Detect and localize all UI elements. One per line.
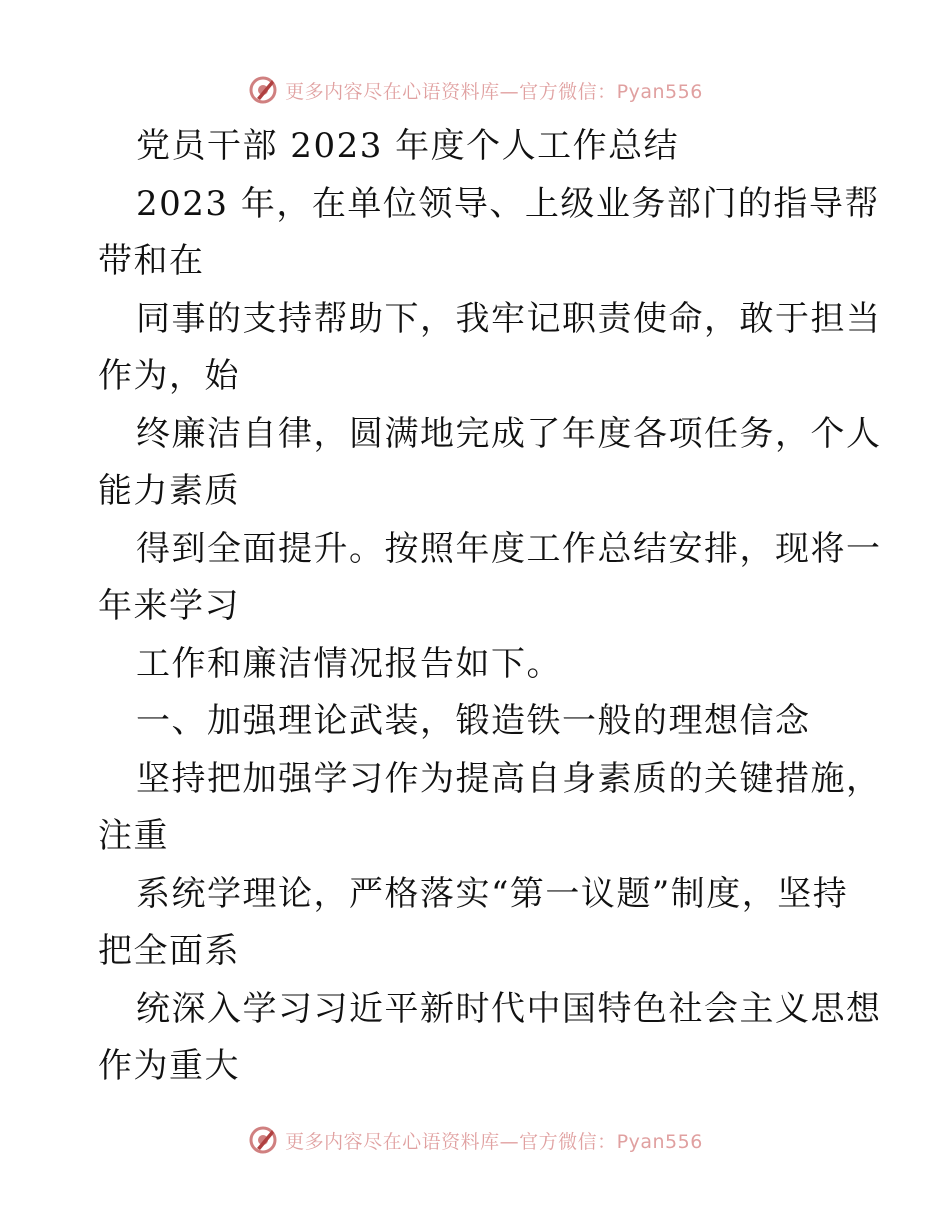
watermark-text: 更多内容尽在心语资料库—官方微信：Pyan556 xyxy=(285,1130,703,1153)
text-line: 把全面系 xyxy=(98,931,240,971)
text-line: 2023 年，在单位领导、上级业务部门的指导帮 xyxy=(136,183,880,224)
header-watermark-content xyxy=(247,74,703,106)
text-line: 作为，始 xyxy=(98,356,240,396)
text-line: 能力素质 xyxy=(98,471,240,511)
text-line: 系统学理论，严格落实“第一议题”制度，坚持 xyxy=(136,873,849,914)
header-watermark xyxy=(0,70,950,110)
text-line: 同事的支持帮助下，我牢记职责使命，敢于担当 xyxy=(136,298,882,339)
text-line: 工作和廉洁情况报告如下。 xyxy=(136,643,562,684)
text-line: 年来学习 xyxy=(98,586,240,626)
text-line: 作为重大 xyxy=(98,1046,240,1086)
quill-pen-circle-icon xyxy=(247,74,279,106)
text-line: 带和在 xyxy=(98,241,205,281)
text-line: 终廉洁自律，圆满地完成了年度各项任务，个人 xyxy=(136,413,882,454)
document-body xyxy=(98,118,882,1096)
quill-pen-circle-icon xyxy=(247,1124,279,1156)
footer-watermark-content xyxy=(247,1124,703,1156)
text-line: 一、加强理论武装，锻造铁一般的理想信念 xyxy=(136,701,811,741)
text-line: 坚持把加强学习作为提高自身素质的关键措施， xyxy=(136,758,882,799)
text-line: 得到全面提升。按照年度工作总结安排，现将一 xyxy=(136,528,882,569)
document-title: 党员干部 2023 年度个人工作总结 xyxy=(136,126,680,166)
text-line: 统深入学习习近平新时代中国特色社会主义思想 xyxy=(136,988,882,1029)
footer-watermark xyxy=(0,1120,950,1160)
watermark-text: 更多内容尽在心语资料库—官方微信：Pyan556 xyxy=(285,80,703,103)
text-line: 注重 xyxy=(98,816,169,856)
